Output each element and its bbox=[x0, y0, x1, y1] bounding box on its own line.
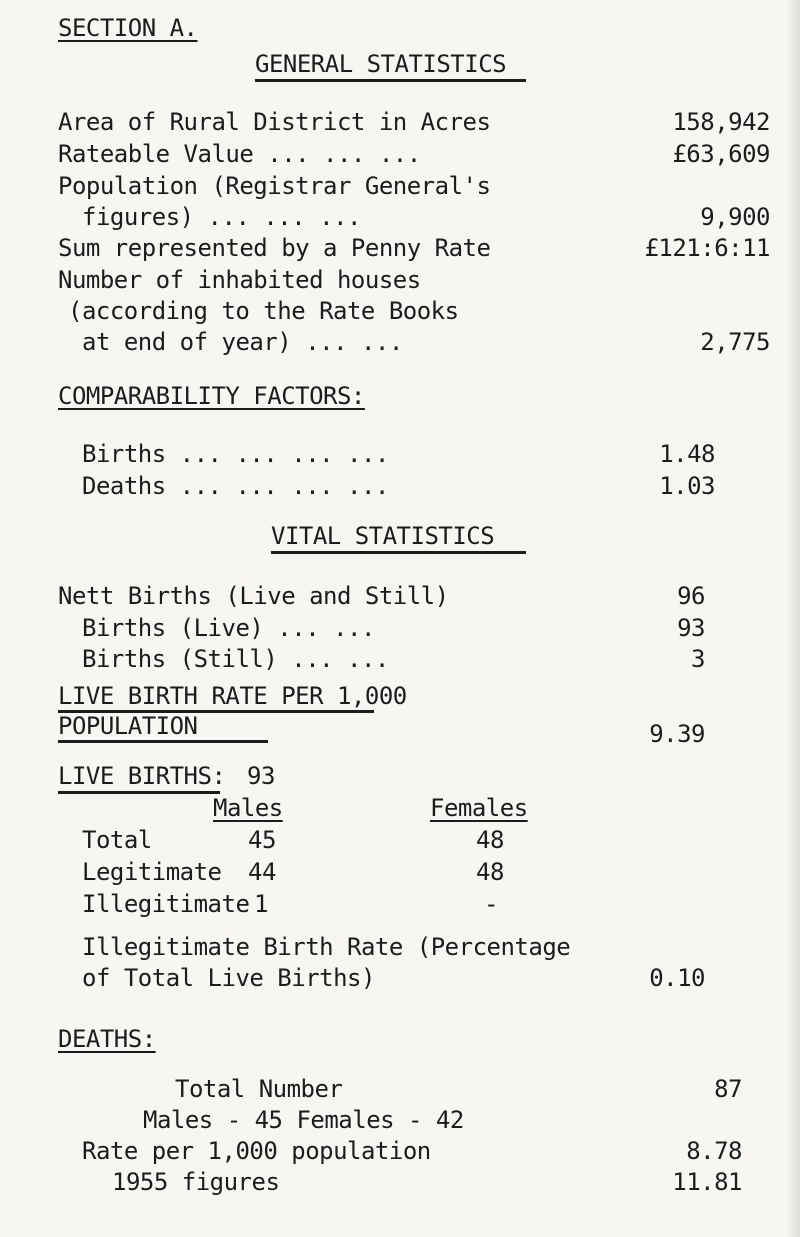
live-birth-rate-heading-cont: POPULATION bbox=[58, 712, 198, 740]
comparability-deaths-value: 1.03 bbox=[659, 472, 715, 500]
births-still-value: 3 bbox=[691, 645, 705, 673]
vital-heading-underline bbox=[271, 551, 526, 554]
nett-births-value: 96 bbox=[677, 582, 705, 610]
rateable-value: £63,609 bbox=[672, 140, 770, 168]
penny-rate-value: £121:6:11 bbox=[644, 234, 770, 262]
area-value: 158,942 bbox=[672, 108, 770, 136]
row-total-label: Total bbox=[82, 826, 152, 854]
houses-label-end: at end of year) ... ... bbox=[82, 328, 403, 356]
live-birth-rate-value: 9.39 bbox=[649, 720, 705, 748]
population-label-cont: figures) ... ... ... bbox=[82, 203, 361, 231]
comparability-deaths-label: Deaths ... ... ... ... bbox=[82, 472, 389, 500]
deaths-split: Males - 45 Females - 42 bbox=[143, 1106, 464, 1134]
population-label: Population (Registrar General's bbox=[58, 172, 491, 200]
page-title: GENERAL STATISTICS bbox=[255, 50, 507, 78]
col-males: Males bbox=[213, 794, 283, 822]
row-illegitimate-females: - bbox=[484, 890, 498, 918]
deaths-heading: DEATHS: bbox=[58, 1025, 156, 1053]
title-underline bbox=[255, 79, 526, 82]
row-legitimate-males: 44 bbox=[248, 858, 276, 886]
live-births-underline bbox=[58, 791, 220, 794]
row-illegitimate-label: Illegitimate bbox=[82, 890, 250, 918]
deaths-rate-value: 8.78 bbox=[686, 1137, 742, 1165]
illegit-rate-label-cont: of Total Live Births) bbox=[82, 964, 375, 992]
row-legitimate-females: 48 bbox=[476, 858, 504, 886]
comparability-births-label: Births ... ... ... ... bbox=[82, 440, 389, 468]
population-underline bbox=[58, 740, 268, 743]
penny-rate-label: Sum represented by a Penny Rate bbox=[58, 234, 491, 262]
comparability-heading: COMPARABILITY FACTORS: bbox=[58, 382, 365, 410]
row-illegitimate-males: 1 bbox=[254, 890, 268, 918]
deaths-1955-value: 11.81 bbox=[672, 1168, 742, 1196]
births-live-value: 93 bbox=[677, 614, 705, 642]
illegit-rate-label: Illegitimate Birth Rate (Percentage bbox=[82, 933, 571, 961]
live-births-heading: LIVE BIRTHS: bbox=[58, 762, 226, 790]
page-edge-shadow bbox=[786, 0, 800, 1237]
deaths-total-value: 87 bbox=[714, 1075, 742, 1103]
row-legitimate-label: Legitimate bbox=[82, 858, 222, 886]
col-females: Females bbox=[430, 794, 528, 822]
births-live-label: Births (Live) ... ... bbox=[82, 614, 375, 642]
houses-label: Number of inhabited houses bbox=[58, 266, 421, 294]
houses-value: 2,775 bbox=[700, 328, 770, 356]
births-still-label: Births (Still) ... ... bbox=[82, 645, 389, 673]
live-birth-rate-heading: LIVE BIRTH RATE PER 1,000 bbox=[58, 682, 407, 710]
deaths-total-label: Total Number bbox=[175, 1075, 343, 1103]
comparability-births-value: 1.48 bbox=[659, 440, 715, 468]
nett-births-label: Nett Births (Live and Still) bbox=[58, 582, 449, 610]
illegit-rate-value: 0.10 bbox=[649, 964, 705, 992]
rateable-label: Rateable Value ... ... ... bbox=[58, 140, 421, 168]
live-births-value: 93 bbox=[247, 762, 275, 790]
area-label: Area of Rural District in Acres bbox=[58, 108, 491, 136]
vital-heading: VITAL STATISTICS bbox=[271, 522, 495, 550]
row-total-females: 48 bbox=[476, 826, 504, 854]
houses-label-cont: (according to the Rate Books bbox=[68, 297, 459, 325]
section-label: SECTION A. bbox=[58, 14, 198, 42]
deaths-rate-label: Rate per 1,000 population bbox=[82, 1137, 431, 1165]
population-value: 9,900 bbox=[700, 203, 770, 231]
row-total-males: 45 bbox=[248, 826, 276, 854]
deaths-1955-label: 1955 figures bbox=[112, 1168, 280, 1196]
